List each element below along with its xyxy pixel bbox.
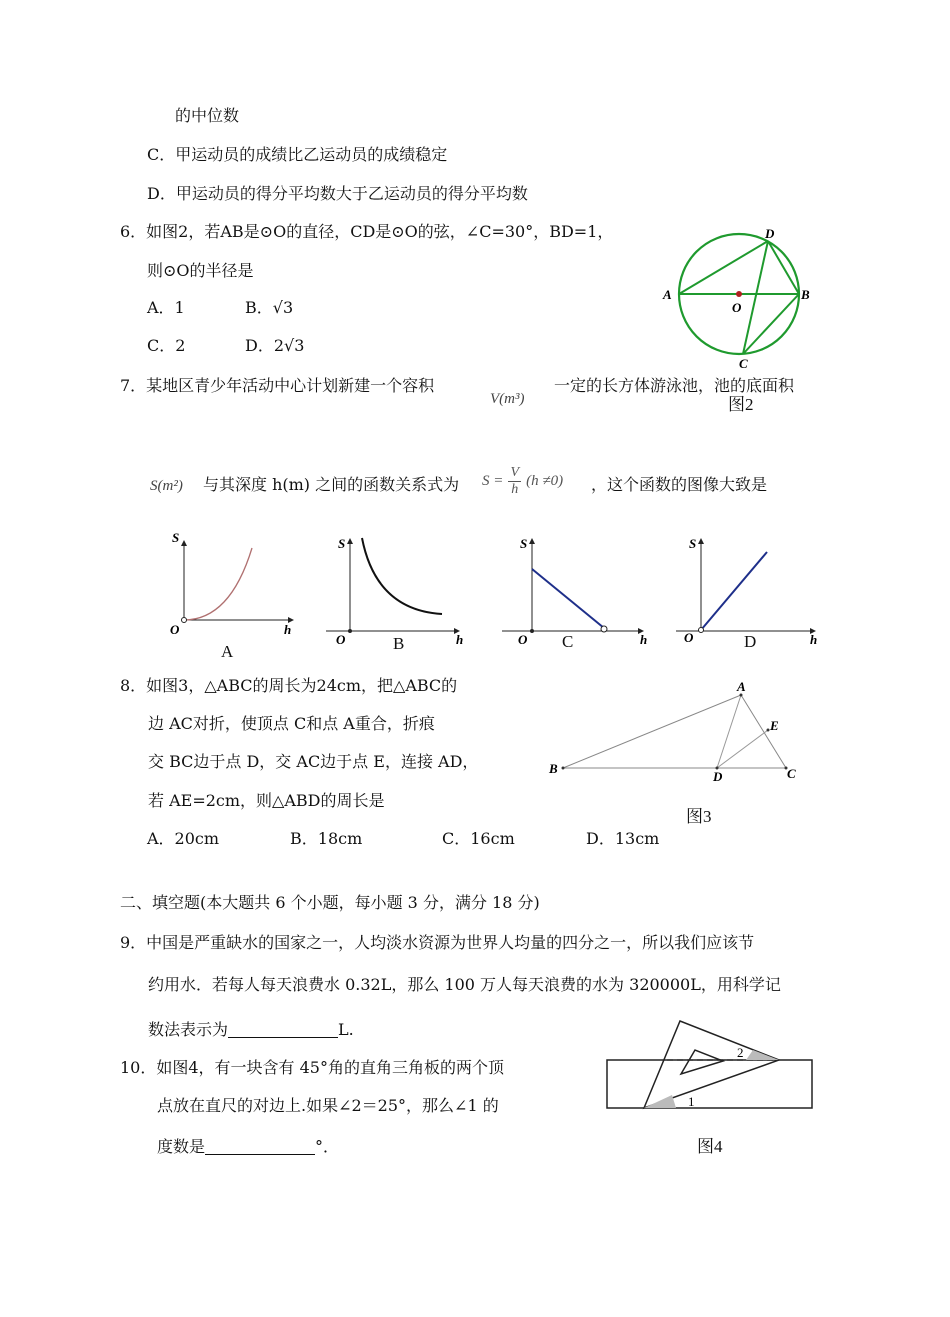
q8-stem-line1: 8．如图3，△ABC的周长为24cm，把△ABC的 — [120, 676, 458, 695]
graph-b-label: B — [393, 634, 405, 653]
q6-stem-line1: 6．如图2，若AB是⊙O的直径，CD是⊙O的弦，∠C=30°，BD=1， — [120, 222, 614, 241]
graph-c — [502, 530, 652, 655]
graph-a-label: A — [221, 642, 234, 661]
q8-option-a: A．20cm — [147, 829, 220, 848]
graph-c-axis-s: S — [520, 536, 528, 551]
q6-option-a: A．1 — [147, 298, 185, 317]
section-2-heading: 二、填空题(本大题共 6 个小题，每小题 3 分，满分 18 分) — [120, 893, 540, 912]
graph-c-axis-h: h — [640, 632, 648, 647]
q10-stem-line3-pre: 度数是 — [157, 1137, 206, 1156]
q6-option-b: B．√3 — [245, 298, 294, 317]
fig3-label-e: E — [770, 718, 779, 733]
q10-answer-blank[interactable] — [205, 1138, 315, 1155]
q7-formula — [482, 465, 563, 498]
q7-area-expr: S(m²) — [150, 478, 183, 494]
graph-a-axis-h: h — [284, 622, 292, 637]
graph-b-axis-s: S — [338, 536, 346, 551]
q5-option-c: C．甲运动员的成绩比乙运动员的成绩稳定 — [147, 145, 448, 164]
q7-stem-line1-pre: 7．某地区青少年活动中心计划新建一个容积 — [120, 376, 435, 395]
fig2-label-o: O — [732, 300, 742, 315]
q8-option-b: B．18cm — [290, 829, 363, 848]
figure-3-triangle — [545, 678, 815, 788]
fig4-angle-2: 2 — [737, 1045, 744, 1060]
q8-option-d: D．13cm — [586, 829, 660, 848]
fig2-label-d: D — [765, 226, 775, 241]
graph-d-axis-s: S — [689, 536, 697, 551]
fig3-label-b: B — [549, 761, 558, 776]
q7-stem-line2-mid: 与其深度 h(m) 之间的函数关系式为 — [203, 475, 460, 494]
figure-4-caption: 图4 — [697, 1137, 723, 1156]
figure-2-circle — [655, 222, 835, 377]
q7-formula-condition: (h ≠0) — [526, 473, 564, 489]
q9-stem-line3-pre: 数法表示为 — [148, 1020, 229, 1039]
q10-stem-line1: 10．如图4，有一块含有 45°角的直角三角板的两个顶 — [120, 1058, 504, 1077]
fig2-label-b: B — [801, 287, 810, 302]
q9-answer-blank[interactable] — [228, 1021, 338, 1038]
graph-c-label: C — [562, 632, 574, 651]
graph-c-origin: O — [518, 632, 528, 647]
q10-stem-line3-post: °． — [315, 1137, 340, 1156]
q6-option-c: C．2 — [147, 336, 186, 355]
graph-d-label: D — [744, 632, 757, 651]
graph-a-origin: O — [170, 622, 180, 637]
q7-volume-expr: V(m³) — [490, 391, 525, 407]
q5-continuation: 的中位数 — [175, 106, 240, 125]
q7-stem-line2-post: ，这个函数的图像大致是 — [591, 475, 768, 494]
fig3-label-c: C — [787, 766, 796, 781]
q8-stem-line3: 交 BC边于点 D，交 AC边于点 E，连接 AD， — [148, 752, 479, 771]
q8-stem-line4: 若 AE=2cm，则△ABD的周长是 — [148, 791, 385, 810]
q9-stem-line3-post: L. — [338, 1020, 354, 1039]
q10-stem-line3 — [157, 1138, 339, 1155]
q9-stem-line3 — [148, 1021, 354, 1038]
q7-formula-numerator: V — [510, 465, 520, 480]
q7-formula-denominator: h — [511, 482, 519, 497]
q8-option-c: C．16cm — [442, 829, 515, 848]
fig3-label-a: A — [737, 679, 746, 694]
q8-stem-line2: 边 AC对折，使顶点 C和点 A重合，折痕 — [148, 714, 435, 733]
graph-d-origin: O — [684, 630, 694, 645]
figure-4-ruler-triangle — [600, 1015, 820, 1115]
graph-b-origin: O — [336, 632, 346, 647]
graph-a-axis-s: S — [172, 530, 180, 545]
q10-stem-line2: 点放在直尺的对边上.如果∠2＝25°，那么∠1 的 — [157, 1096, 499, 1115]
q7-formula-fraction — [508, 465, 521, 498]
fig4-angle-1: 1 — [688, 1094, 695, 1109]
q6-stem-line2: 则⊙O的半径是 — [147, 261, 254, 280]
graph-d-axis-h: h — [810, 632, 818, 647]
q6-option-d: D．2√3 — [245, 336, 305, 355]
q5-option-d: D．甲运动员的得分平均数大于乙运动员的得分平均数 — [147, 184, 528, 203]
q9-stem-line2: 约用水．若每人每天浪费水 0.32L，那么 100 万人每天浪费的水为 320000L，用科学记 — [148, 975, 781, 994]
figure-2-caption: 图2 — [728, 395, 754, 414]
fig2-label-a: A — [663, 287, 672, 302]
q9-stem-line1: 9．中国是严重缺水的国家之一，人均淡水资源为世界人均量的四分之一，所以我们应该节 — [120, 933, 755, 952]
fig2-label-c: C — [739, 356, 748, 371]
fig3-label-d: D — [713, 769, 723, 784]
graph-b-axis-h: h — [456, 632, 464, 647]
graph-a — [160, 528, 300, 661]
q7-stem-line1-post: 一定的长方体游泳池，池的底面积 — [554, 376, 795, 395]
figure-3-caption: 图3 — [686, 807, 712, 826]
q7-formula-left: S = — [482, 473, 504, 489]
